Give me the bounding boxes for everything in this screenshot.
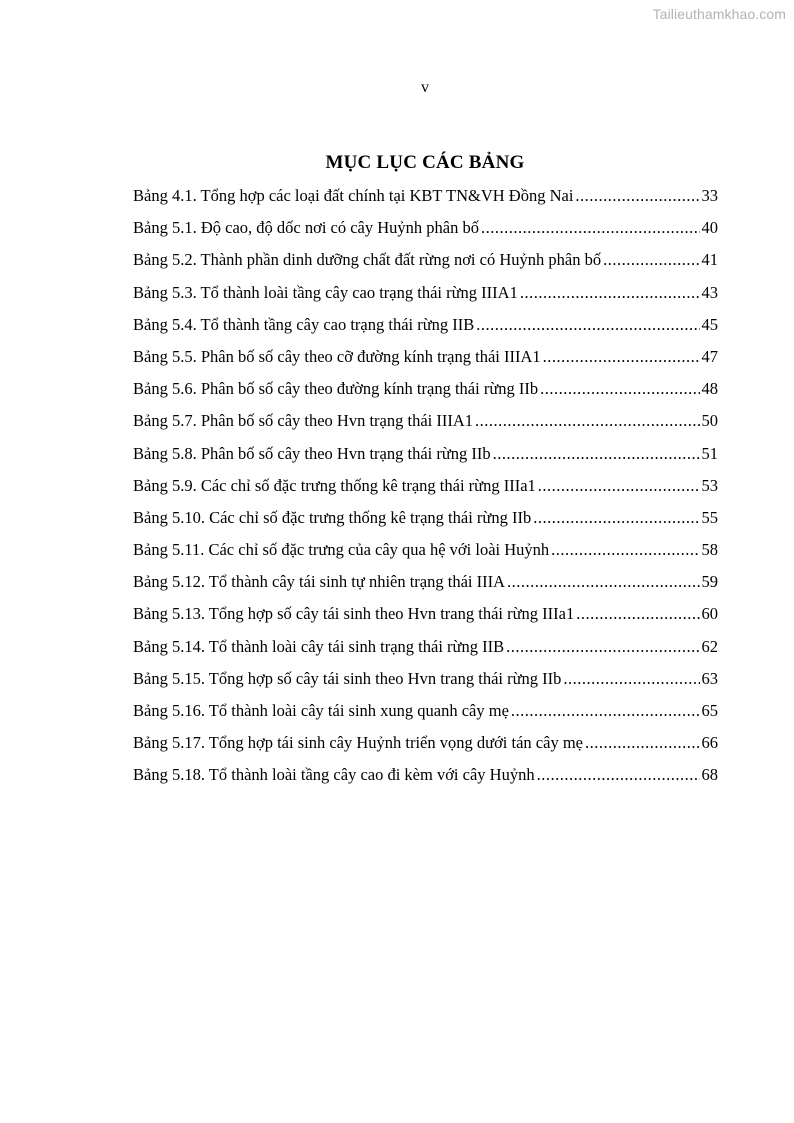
toc-leader-dots [475,407,699,435]
table-of-contents-list [133,182,718,794]
toc-entry-label: Bảng 5.14. Tổ thành loài cây tái sinh trạng thái rừng IIB [133,636,505,656]
toc-leader-dots [493,440,700,468]
toc-entry-page: 50 [701,411,718,431]
toc-entry[interactable] [133,729,718,761]
toc-leader-dots [563,665,699,693]
toc-entry-label: Bảng 5.6. Phân bố số cây theo đường kính trạng thái rừng IIb [133,379,539,399]
page-title: MỤC LỤC CÁC BẢNG [325,152,525,173]
toc-entry-label: Bảng 5.12. Tổ thành cây tái sinh tự nhiên trạng thái IIIA [133,572,506,592]
toc-entry-page: 40 [701,218,718,238]
toc-leader-dots [543,343,700,371]
toc-entry-page: 53 [701,475,718,495]
toc-entry-page: 66 [701,733,718,753]
toc-leader-dots [520,279,700,307]
toc-entry[interactable] [133,568,718,600]
toc-entry[interactable] [133,343,718,375]
toc-entry-page: 62 [701,636,718,656]
toc-leader-dots [585,729,700,757]
toc-entry-label: Bảng 5.5. Phân bố số cây theo cỡ đường kính trạng thái IIIA1 [133,346,541,366]
toc-leader-dots [551,536,699,564]
toc-entry[interactable] [133,600,718,632]
toc-entry-label: Bảng 5.10. Các chỉ số đặc trưng thống kê trạng thái rừng IIb [133,507,532,527]
toc-entry[interactable] [133,633,718,665]
toc-entry-page: 68 [701,765,718,785]
toc-entry-label: Bảng 5.17. Tổng hợp tái sinh cây Huỷnh triển vọng dưới tán cây mẹ [133,733,583,753]
toc-leader-dots [511,697,700,725]
toc-entry[interactable] [133,214,718,246]
toc-entry-page: 41 [701,250,718,270]
toc-entry-label: Bảng 4.1. Tổng hợp các loại đất chính tại KBT TN&VH Đồng Nai [133,186,574,205]
toc-leader-dots [533,504,699,532]
toc-entry-label: Bảng 5.16. Tổ thành loài cây tái sinh xung quanh cây mẹ [133,701,509,720]
toc-entry-label: Bảng 5.1. Độ cao, độ dốc nơi có cây Huỷnh phân bố [133,218,479,238]
toc-leader-dots [576,600,699,628]
toc-leader-dots [506,633,699,661]
toc-entry[interactable] [133,182,718,214]
toc-entry-page: 60 [701,604,718,624]
toc-entry-page: 33 [701,186,718,205]
toc-entry-page: 43 [701,282,718,302]
toc-entry-page: 47 [701,346,718,366]
toc-entry-page: 65 [701,701,718,720]
toc-entry[interactable] [133,665,718,697]
toc-entry[interactable] [133,761,718,793]
toc-entry-label: Bảng 5.7. Phân bố số cây theo Hvn trạng thái IIIA1 [133,411,474,431]
toc-entry-page: 59 [701,572,718,592]
toc-leader-dots [538,472,700,500]
toc-entry-page: 51 [701,443,718,463]
toc-entry[interactable] [133,440,718,472]
toc-entry[interactable] [133,375,718,407]
toc-entry[interactable] [133,279,718,311]
toc-leader-dots [540,375,699,403]
toc-entry-page: 45 [701,314,718,334]
toc-entry-label: Bảng 5.11. Các chỉ số đặc trưng của cây qua hệ với loài Huỷnh [133,540,550,560]
toc-entry-label: Bảng 5.4. Tổ thành tầng cây cao trạng thái rừng IIB [133,314,475,334]
toc-leader-dots [603,246,699,274]
toc-entry[interactable] [133,504,718,536]
toc-entry-label: Bảng 5.18. Tổ thành loài tầng cây cao đi kèm với cây Huỷnh [133,765,535,785]
toc-leader-dots [481,214,700,242]
toc-entry[interactable] [133,407,718,439]
page-number: v [421,79,429,96]
toc-entry-label: Bảng 5.15. Tổng hợp số cây tái sinh theo Hvn trang thái rừng IIb [133,668,562,688]
toc-entry-page: 63 [701,668,718,688]
toc-entry[interactable] [133,536,718,568]
toc-entry-label: Bảng 5.9. Các chỉ số đặc trưng thống kê trạng thái rừng IIIa1 [133,475,536,495]
toc-entry-label: Bảng 5.13. Tổng hợp số cây tái sinh theo Hvn trang thái rừng IIIa1 [133,604,575,624]
toc-leader-dots [507,568,699,596]
toc-entry-page: 55 [701,507,718,527]
toc-entry-label: Bảng 5.3. Tổ thành loài tầng cây cao trạng thái rừng IIIA1 [133,282,518,302]
toc-entry-page: 58 [701,540,718,560]
toc-entry-label: Bảng 5.2. Thành phần dinh dưỡng chất đất rừng nơi có Huỷnh phân bố [133,250,602,270]
toc-leader-dots [476,311,699,339]
toc-entry[interactable] [133,472,718,504]
toc-leader-dots [575,182,699,210]
watermark-text: Tailieuthamkhao.com [652,6,786,22]
toc-entry-page: 48 [701,379,718,399]
toc-entry-label: Bảng 5.8. Phân bố số cây theo Hvn trạng thái rừng IIb [133,443,491,463]
toc-leader-dots [537,761,700,789]
toc-entry[interactable] [133,697,718,729]
toc-entry[interactable] [133,311,718,343]
toc-entry[interactable] [133,246,718,278]
